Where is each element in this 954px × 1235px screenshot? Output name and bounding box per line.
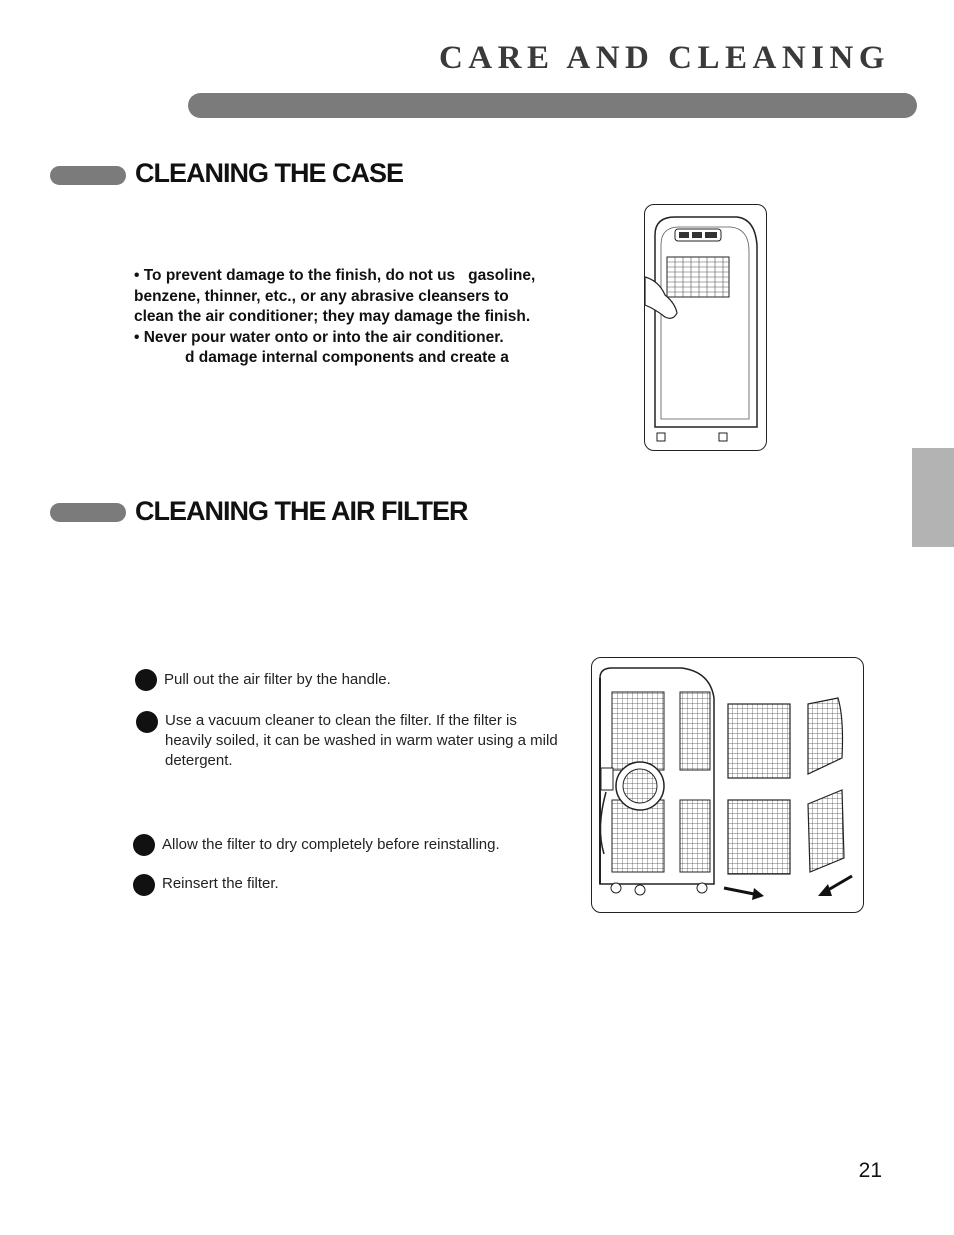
step-3-text: Allow the filter to dry completely before reinstalling.	[162, 836, 500, 853]
filter-illustration	[591, 657, 864, 913]
section-marker-case	[50, 166, 126, 185]
step-2-bullet	[136, 711, 158, 733]
warning-line-3: clean the air conditioner; they may damage the finish.	[134, 308, 531, 325]
page-title: CARE AND CLEANING	[438, 40, 890, 76]
warning-line-5: d damage internal components and create a	[185, 349, 509, 366]
section-heading-case: CLEANING THE CASE	[135, 158, 404, 188]
step-4-text: Reinsert the filter.	[162, 875, 279, 892]
air-conditioner-front-image	[645, 205, 766, 450]
step-3-bullet	[133, 834, 155, 856]
case-warning-text	[134, 266, 604, 369]
step-1-text: Pull out the air filter by the handle.	[164, 671, 391, 688]
section-marker-filter	[50, 503, 126, 522]
warning-line-2: benzene, thinner, etc., or any abrasive cleansers to	[134, 287, 509, 305]
step-1-bullet	[135, 669, 157, 691]
step-4-bullet	[133, 874, 155, 896]
warning-line-1: • To prevent damage to the finish, do not us gasoline,	[134, 267, 536, 284]
warning-line-4: • Never pour water onto or into the air conditioner.	[134, 328, 504, 346]
step-2-text: Use a vacuum cleaner to clean the filter. If the filter is heavily soiled, it can be washed in warm water using a mild detergent.	[165, 712, 558, 769]
header-bar	[188, 93, 917, 118]
case-illustration	[644, 204, 767, 451]
side-tab	[912, 448, 954, 547]
section-heading-filter: CLEANING THE AIR FILTER	[135, 496, 468, 526]
page-number: 21	[858, 1159, 882, 1182]
filter-removal-image	[592, 658, 863, 912]
